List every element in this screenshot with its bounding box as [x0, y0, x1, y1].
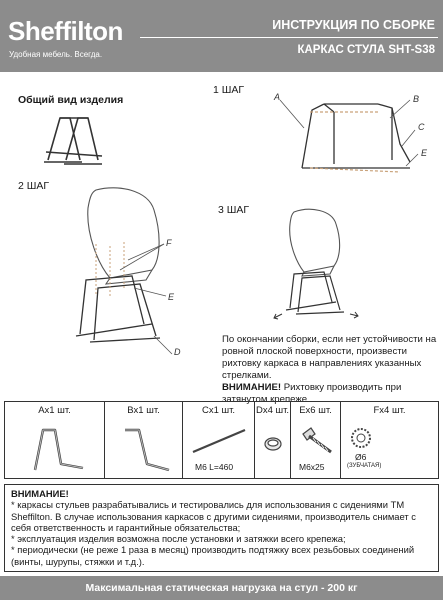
warning-line-2: * эксплуатация изделия возможна после установки и затяжки всего крепежа;: [11, 533, 346, 545]
step-3-label: 3 ШАГ: [218, 204, 250, 216]
step-3-drawing: [262, 206, 362, 320]
part-f-note-2: (ЗУБЧАТАЯ): [347, 463, 382, 469]
part-f-label: Fx4 шт.: [373, 405, 406, 416]
part-c: [183, 402, 255, 478]
part-e: [291, 402, 341, 478]
product-title: КАРКАС СТУЛА SHT-S38: [297, 44, 435, 56]
note-text: По окончании сборки, если нет устойчивости на ровной плоской поверхности, произвести рихтовку каркаса в направлениях указанных стрелками.: [222, 334, 437, 381]
part-b-label: Bx1 шт.: [127, 405, 160, 416]
note-warning-label: ВНИМАНИЕ!: [222, 382, 282, 393]
assembly-note: [222, 334, 440, 406]
header-divider: [140, 37, 438, 38]
part-e-note: M6x25: [299, 462, 325, 472]
callout-a: A: [274, 92, 281, 102]
step-1-label: 1 ШАГ: [213, 84, 245, 96]
callout-e-step2: E: [168, 292, 175, 302]
part-e-label: Ex6 шт.: [299, 405, 332, 416]
callout-b: B: [413, 94, 420, 104]
brand-tagline: Удобная мебель. Всегда.: [9, 50, 103, 59]
brand-logo: Sheffilton: [8, 16, 123, 46]
part-c-note: M6 L=460: [195, 462, 234, 472]
part-f-note: Ø6: [355, 452, 367, 462]
warning-box: [4, 484, 439, 572]
part-a: [5, 402, 105, 478]
part-b-drawing: [111, 424, 177, 474]
callout-f: F: [166, 238, 172, 248]
warning-title: ВНИМАНИЕ!: [11, 488, 69, 499]
overview-frame-drawing: [38, 110, 108, 168]
part-e-drawing: [297, 424, 337, 458]
warning-line-1: * каркасы стульев разрабатывались и тестировались для использования с сидениями ТМ Sheffilton. В случае использования каркасов с другими сидениями, производитель снимает с себя ответственность и гарантийные обязательства;: [11, 499, 416, 533]
part-d-drawing: [263, 434, 285, 454]
step-1-drawing: [250, 90, 440, 188]
part-c-drawing: [189, 426, 249, 456]
part-c-label: Cx1 шт.: [201, 405, 236, 416]
part-a-drawing: [19, 424, 91, 474]
note-warning-text: Рихтовку производить при затянутом крепеже.: [222, 382, 402, 405]
part-f: [341, 402, 438, 478]
part-b: [105, 402, 183, 478]
part-f-drawing: [347, 424, 375, 452]
step-2-drawing: [40, 184, 190, 356]
callout-e-step1: E: [421, 148, 428, 158]
overview-label: Общий вид изделия: [18, 94, 124, 106]
callout-d: D: [174, 347, 181, 356]
part-d: [255, 402, 291, 478]
max-load-footer: Максимальная статическая нагрузка на стул - 200 кг: [0, 576, 443, 600]
parts-table: [4, 401, 439, 479]
step-2-label: 2 ШАГ: [18, 180, 50, 192]
page-title: ИНСТРУКЦИЯ ПО СБОРКЕ: [272, 18, 435, 32]
callout-c: C: [418, 122, 425, 132]
part-a-label: Ax1 шт.: [38, 405, 71, 416]
warning-line-3: * периодически (не реже 1 раза в месяц) производить подтяжку всех резьбовых соединений (винты, шурупы, стяжки и т.д.).: [11, 544, 415, 567]
part-d-label: Dx4 шт.: [255, 405, 290, 416]
